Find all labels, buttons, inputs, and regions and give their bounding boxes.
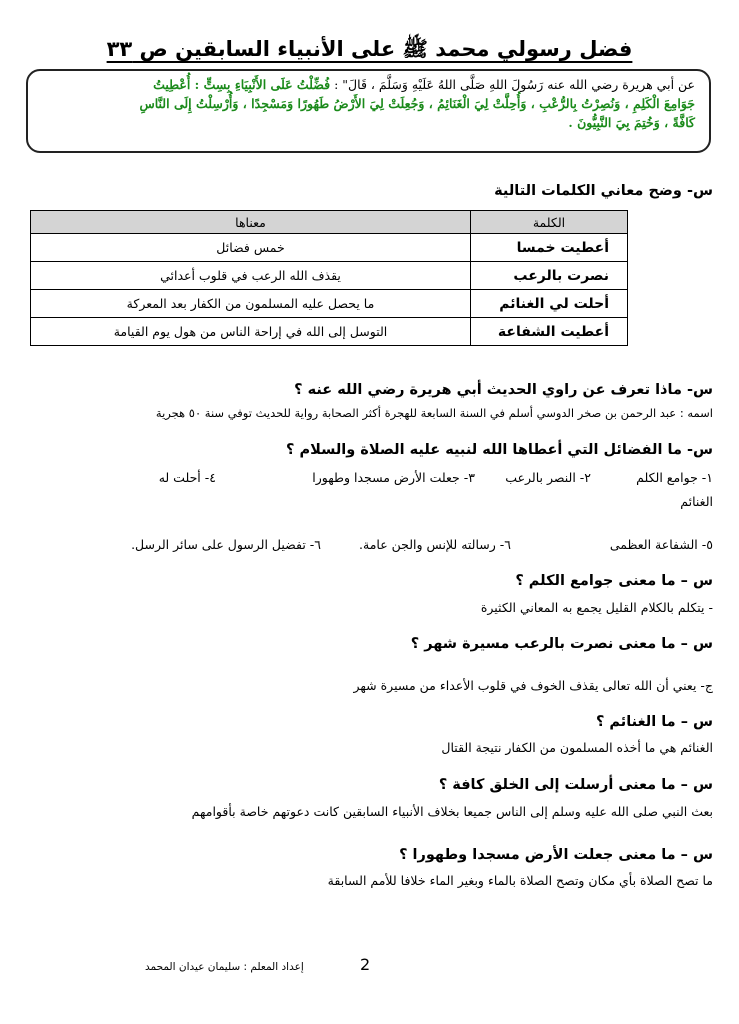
vocab-word: نصرت بالرعب bbox=[471, 262, 628, 290]
virtue-item-3: ٣- جعلت الأرض مسجدا وطهورا bbox=[312, 470, 475, 485]
virtue-item-5: ٥- الشفاعة العظمى bbox=[609, 537, 713, 552]
answer-5: الغنائم هي ما أخذه المسلمون من الكفار نتيجة القتال bbox=[441, 740, 713, 755]
answer-3: - يتكلم بالكلام القليل يجمع به المعاني الكثيرة bbox=[480, 600, 713, 615]
virtue-item-7: ٦- تفضيل الرسول على سائر الرسل. bbox=[131, 537, 321, 552]
hadith-box bbox=[26, 69, 711, 153]
hadith-text-1: فُضِّلْتُ عَلَى الأَنْبِيَاءِ بِسِتٍّ : أُعْطِيتُ bbox=[153, 77, 331, 92]
vocab-word: أعطيت الشفاعة bbox=[471, 318, 628, 346]
vocab-word: أعطيت خمسا bbox=[471, 234, 628, 262]
virtue-item-4-cont: الغنائم bbox=[680, 494, 713, 509]
question-4: س – ما معنى نصرت بالرعب مسيرة شهر ؟ bbox=[410, 636, 713, 652]
hadith-line-1 bbox=[42, 75, 695, 94]
page-number: 2 bbox=[360, 955, 371, 974]
question-1: س- ماذا تعرف عن راوي الحديث أبي هريرة رضي الله عنه ؟ bbox=[294, 382, 713, 398]
hadith-text-3: كَافَّةً ، وَخُتِمَ بِيَ النَّبِيُّونَ . bbox=[568, 115, 695, 130]
answer-4: ج- يعني أن الله تعالى يقذف الخوف في قلوب الأعداء من مسيرة شهر bbox=[353, 678, 713, 693]
table-row bbox=[31, 234, 628, 262]
author-credit: إعداد المعلم : سليمان عيدان المحمد bbox=[145, 961, 304, 973]
virtue-item-2: ٢- النصر بالرعب bbox=[505, 470, 591, 485]
vocab-word: أحلت لي الغنائم bbox=[471, 290, 628, 318]
vocab-meaning: خمس فضائل bbox=[31, 234, 471, 262]
answer-6: بعث النبي صلى الله عليه وسلم إلى الناس جميعا بخلاف الأنبياء السابقين كانت دعوتهم خاصة بأقوامهم bbox=[191, 804, 713, 819]
virtue-item-4: ٤- أحلت له bbox=[158, 470, 216, 485]
answer-7: ما تصح الصلاة بأي مكان وتصح الصلاة بالماء وبغير الماء خلافا للأمم السابقة bbox=[327, 873, 713, 888]
vocab-meaning: ما يحصل عليه المسلمون من الكفار بعد المعركة bbox=[31, 290, 471, 318]
table-row bbox=[31, 290, 628, 318]
question-3: س – ما معنى جوامع الكلم ؟ bbox=[515, 573, 713, 589]
vocab-heading: س- وضح معاني الكلمات التالية bbox=[494, 183, 713, 199]
question-2: س- ما الفضائل التي أعطاها الله لنبيه عليه الصلاة والسلام ؟ bbox=[285, 442, 713, 458]
table-row bbox=[31, 318, 628, 346]
virtue-item-1: ١- جوامع الكلم bbox=[636, 470, 713, 485]
column-header-word: الكلمة bbox=[471, 211, 628, 234]
virtue-item-6: ٦- رسالته للإنس والجن عامة. bbox=[359, 537, 511, 552]
table-header-row bbox=[31, 211, 628, 234]
vocab-meaning: التوسل إلى الله في إراحة الناس من هول يوم القيامة bbox=[31, 318, 471, 346]
hadith-text-2: جَوَامِعَ الْكَلِمِ ، وَنُصِرْتُ بِالرُّعْبِ ، وَأُحِلَّتْ لِيَ الْغَنَائِمُ ، وَجُعِلَتْ لِيَ الأَرْضُ طَهُورًا وَمَسْجِدًا ، وَأُرْسِلْتُ إِلَى النَّاسِ bbox=[139, 96, 695, 111]
hadith-intro: عن أبي هريرة رضي الله عنه رَسُولَ اللهِ صَلَّى اللهُ عَلَيْهِ وَسَلَّمَ ، قَالَ" : bbox=[334, 77, 695, 92]
page-title: فضل رسولي محمد ﷺ على الأنبياء السابقين ص ٣٣ bbox=[106, 37, 633, 61]
table-row bbox=[31, 262, 628, 290]
vocab-table bbox=[30, 210, 628, 346]
question-6: س – ما معنى أرسلت إلى الخلق كافة ؟ bbox=[438, 777, 713, 793]
vocab-meaning: يقذف الله الرعب في قلوب أعدائي bbox=[31, 262, 471, 290]
column-header-meaning: معناها bbox=[31, 211, 471, 234]
answer-1: اسمه : عبد الرحمن بن صخر الدوسي أسلم في السنة السابعة للهجرة أكثر الصحابة رواية للحديث توفي سنة ٥٠ هجرية bbox=[155, 406, 713, 420]
question-5: س – ما الغنائم ؟ bbox=[595, 714, 713, 730]
question-7: س – ما معنى جعلت الأرض مسجدا وطهورا ؟ bbox=[399, 847, 713, 863]
